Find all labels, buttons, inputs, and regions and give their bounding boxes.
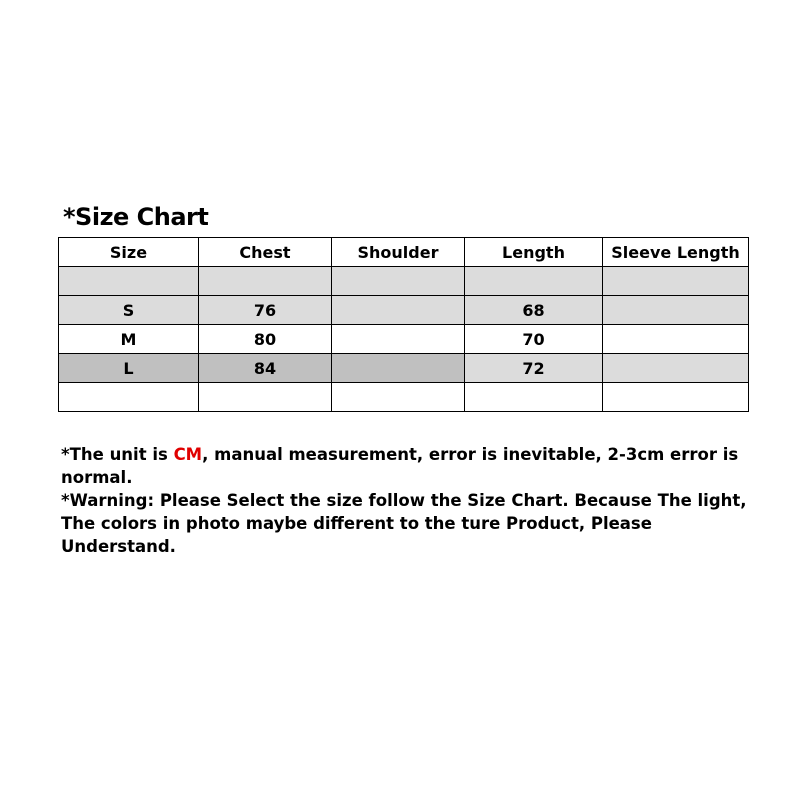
table-cell (465, 267, 603, 296)
header-chest: Chest (199, 238, 332, 267)
table-cell: 68 (465, 296, 603, 325)
header-size: Size (59, 238, 199, 267)
table-cell (603, 325, 749, 354)
header-sleeve-length: Sleeve Length (603, 238, 749, 267)
size-chart-table (58, 237, 749, 412)
unit-note-prefix: *The unit is (61, 445, 174, 464)
table-cell (603, 354, 749, 383)
header-shoulder: Shoulder (332, 238, 465, 267)
table-cell: 72 (465, 354, 603, 383)
table-cell: L (59, 354, 199, 383)
table-row (59, 325, 749, 354)
table-cell (332, 267, 465, 296)
table-cell (465, 383, 603, 412)
table-header-row (59, 238, 749, 267)
table-cell (332, 354, 465, 383)
table-cell (603, 296, 749, 325)
unit-note-suffix: , manual measurement, error is inevitable, 2-3cm error is normal. (61, 445, 739, 487)
table-cell (332, 325, 465, 354)
table-cell: 80 (199, 325, 332, 354)
table-cell (59, 267, 199, 296)
table-cell (59, 383, 199, 412)
table-cell (603, 267, 749, 296)
table-row (59, 354, 749, 383)
table-row (59, 296, 749, 325)
table-cell (199, 383, 332, 412)
table-cell: 76 (199, 296, 332, 325)
table-cell: S (59, 296, 199, 325)
table-cell (332, 383, 465, 412)
table-cell: M (59, 325, 199, 354)
header-length: Length (465, 238, 603, 267)
page-title: *Size Chart (63, 203, 209, 231)
table-row (59, 267, 749, 296)
unit-note (61, 443, 761, 489)
table-cell (199, 267, 332, 296)
warning-note: *Warning: Please Select the size follow the Size Chart. Because The light, The colors in photo maybe different to the ture Product, Please Understand. (61, 491, 747, 556)
table-row (59, 383, 749, 412)
table-cell (332, 296, 465, 325)
unit-highlight: CM (173, 445, 203, 464)
notes (61, 443, 761, 558)
table-cell (603, 383, 749, 412)
table-cell: 70 (465, 325, 603, 354)
table-cell: 84 (199, 354, 332, 383)
